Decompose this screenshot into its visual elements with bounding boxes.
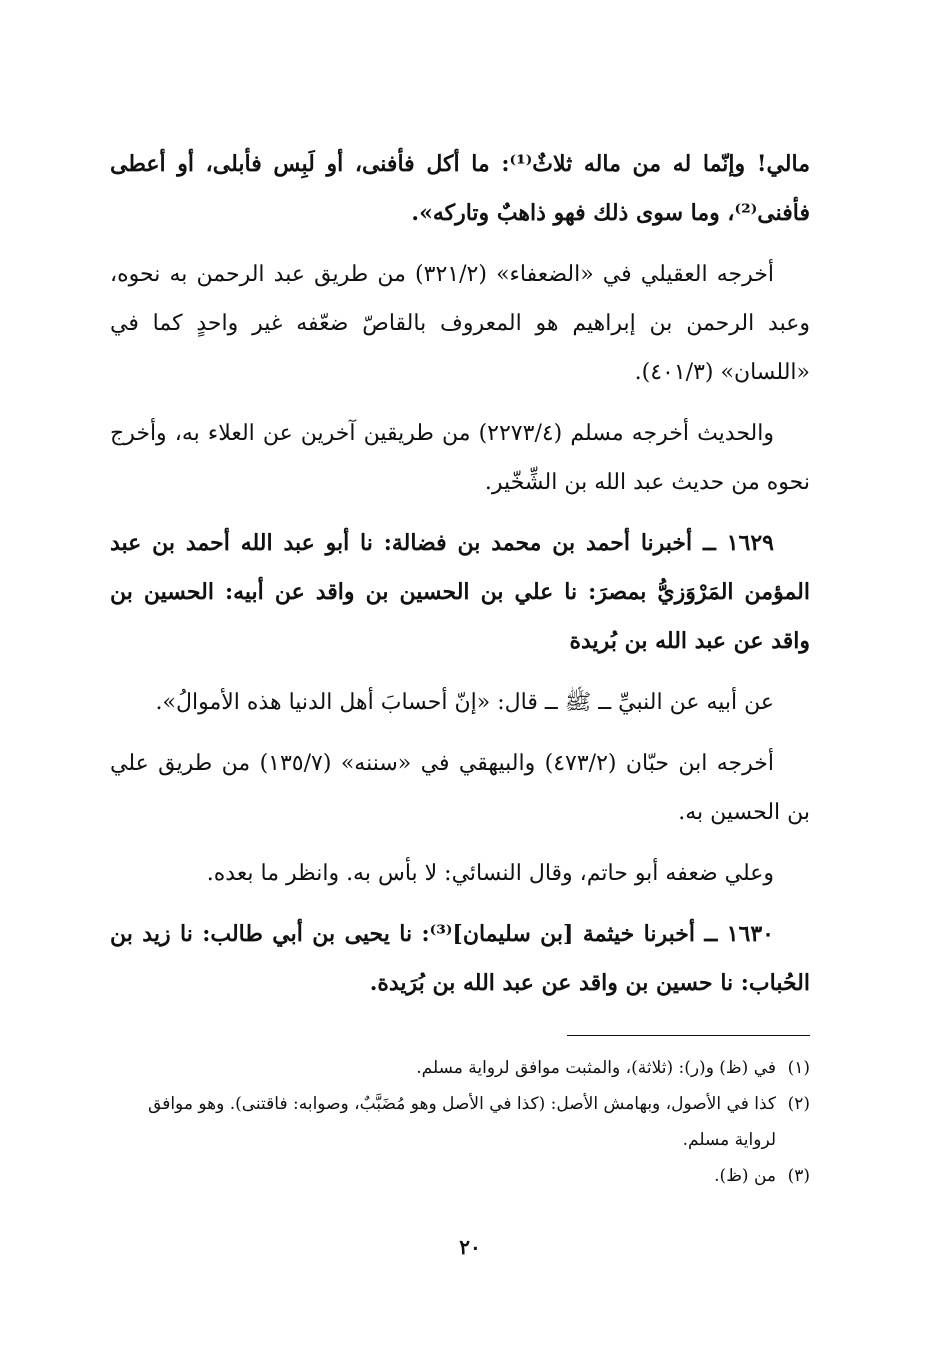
- commentary-paragraph: والحديث أخرجه مسلم (٢٢٧٣/٤) من طريقين آخرين عن العلاء به، وأخرج نحوه من حديث عبد الله بن الشِّخّير.: [110, 421, 810, 495]
- commentary-paragraph: أخرجه العقيلي في «الضعفاء» (٣٢١/٢) من طريق عبد الرحمن به نحوه، وعبد الرحمن بن إبراهيم هو المعروف بالقاصّ ضعّفه غير واحدٍ كما في «اللسان» (٤٠١/٣).: [110, 262, 810, 385]
- hadith-text-1629: عن أبيه عن النبيِّ ــ ﷺ ــ قال: «إنّ أحسابَ أهل الدنيا هذه الأموالُ».: [155, 690, 774, 715]
- footnote-number: (١): [787, 1058, 810, 1078]
- footnote: [130, 1050, 810, 1086]
- page-number: ٢٠: [459, 1235, 481, 1259]
- footnote: [130, 1158, 810, 1194]
- footnotes: [130, 1050, 810, 1194]
- hadith-text-continuation: مالي! وإنّما له من ماله ثلاثٌ⁽¹⁾: ما أكل فأفنى، أو لَبِس فأبلى، أو أعطى فأفنى⁽²⁾، وما سوى ذلك فهو ذاهبٌ وتاركه».: [110, 151, 810, 226]
- footnote-text: من (ظ).: [714, 1166, 776, 1186]
- commentary-paragraph: أخرجه ابن حبّان (٤٧٣/٢) والبيهقي في «سننه» (١٣٥/٧) من طريق علي بن الحسين به.: [110, 751, 810, 825]
- footnote-text: كذا في الأصول، وبهامش الأصل: (كذا في الأصل وهو مُضَبَّبٌ، وصوابه: فاقتنى). وهو موافق لرواية مسلم.: [148, 1094, 776, 1150]
- main-text: [110, 140, 810, 1020]
- commentary-paragraph: وعلي ضعفه أبو حاتم، وقال النسائي: لا بأس به. وانظر ما بعده.: [206, 861, 774, 886]
- footnote-separator: [567, 1035, 810, 1036]
- footnote-text: في (ظ) و(ر): (ثلاثة)، والمثبت موافق لرواية مسلم.: [416, 1058, 776, 1078]
- footnote: [130, 1086, 810, 1158]
- hadith-chain-1629: ١٦٢٩ ــ أخبرنا أحمد بن محمد بن فضالة: نا أبو عبد الله أحمد بن عبد المؤمن المَرْوَزيُّ بمصرَ: نا علي بن الحسين بن واقد عن أبيه: الحسين بن واقد عن عبد الله بن بُريدة: [110, 530, 810, 654]
- footnote-number: (٣): [787, 1166, 810, 1186]
- footnote-number: (٢): [787, 1094, 810, 1114]
- hadith-chain-1630: ١٦٣٠ ــ أخبرنا خيثمة [بن سليمان]⁽³⁾: نا يحيى بن أبي طالب: نا زيد بن الحُباب: نا حسين بن واقد عن عبد الله بن بُرَيدة.: [110, 921, 810, 996]
